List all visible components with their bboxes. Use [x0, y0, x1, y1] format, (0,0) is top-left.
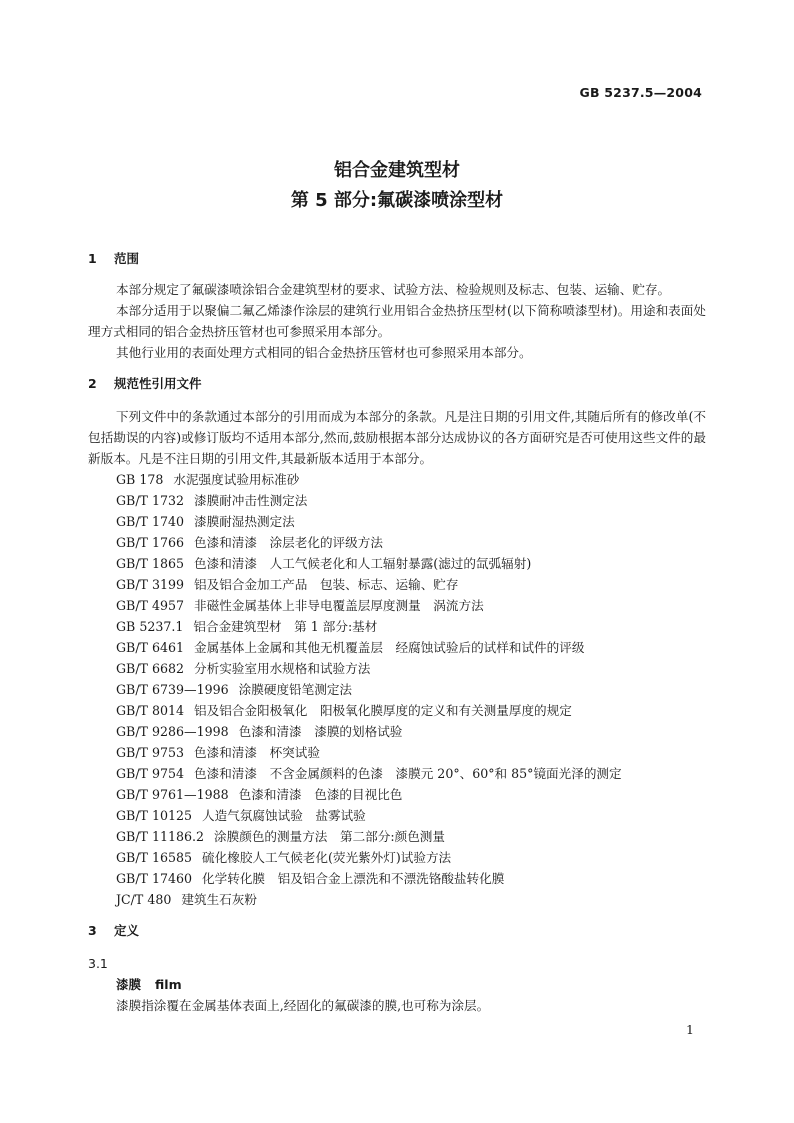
reference-code: GB/T 9754 [116, 766, 185, 781]
section-number: 2 [88, 376, 97, 391]
reference-title: 金属基体上金属和其他无机覆盖层 经腐蚀试验后的试样和试件的评级 [194, 640, 585, 655]
subsection-number: 3.1 [88, 956, 108, 971]
paragraph: 下列文件中的条款通过本部分的引用而成为本部分的条款。凡是注日期的引用文件,其随后所有的修改单(不包括勘误的内容)或修订版均不适用本部分,然而,鼓励根据本部分达成协议的各方面研究是否可使用这些文件的最新版本。凡是不注日期的引用文件,其最新版本适用于本部分。 [88, 409, 706, 466]
term [88, 974, 706, 995]
reference-code: GB/T 4957 [116, 598, 185, 613]
reference-code: GB/T 1766 [116, 535, 185, 550]
reference-item [116, 574, 706, 595]
reference-title: 铝合金建筑型材 第 1 部分:基材 [193, 619, 378, 634]
section-heading-normative-refs [88, 373, 706, 394]
reference-title: 色漆和清漆 涂层老化的评级方法 [194, 535, 383, 550]
section-number: 1 [88, 251, 97, 266]
reference-code: GB 178 [116, 472, 164, 487]
standard-number: GB 5237.5—2004 [579, 85, 702, 100]
reference-title: 漆膜耐湿热测定法 [194, 514, 295, 529]
reference-item [116, 469, 706, 490]
document-title: 铝合金建筑型材 [334, 160, 460, 181]
reference-code: GB/T 3199 [116, 577, 185, 592]
reference-title: 色漆和清漆 漆膜的划格试验 [238, 724, 403, 739]
reference-title: 色漆和清漆 人工气候老化和人工辐射暴露(滤过的氙弧辐射) [194, 556, 532, 571]
reference-code: GB/T 6461 [116, 640, 185, 655]
reference-code: GB/T 9286—1998 [116, 724, 229, 739]
reference-title: 非磁性金属基体上非导电覆盖层厚度测量 涡流方法 [194, 598, 484, 613]
paragraph: 本部分适用于以聚偏二氟乙烯漆作涂层的建筑行业用铝合金热挤压型材(以下简称喷漆型材)。用途和表面处理方式相同的铝合金热挤压管材也可参照采用本部分。 [88, 303, 706, 339]
reference-title: 色漆和清漆 色漆的目视比色 [238, 787, 403, 802]
reference-code: GB 5237.1 [116, 619, 184, 634]
term-english: film [155, 977, 182, 992]
reference-code: GB/T 16585 [116, 850, 193, 865]
reference-code: GB/T 9761—1988 [116, 787, 229, 802]
reference-item [116, 679, 706, 700]
reference-title: 色漆和清漆 不含金属颜料的色漆 漆膜元 20°、60°和 85°镜面光泽的测定 [194, 766, 622, 781]
reference-title: 色漆和清漆 杯突试验 [194, 745, 320, 760]
section-title: 定义 [114, 923, 140, 938]
reference-title: 涂膜硬度铅笔测定法 [238, 682, 352, 697]
reference-title: 铝及铝合金阳极氧化 阳极氧化膜厚度的定义和有关测量厚度的规定 [194, 703, 572, 718]
section-heading-definitions [88, 920, 706, 941]
reference-item [116, 490, 706, 511]
reference-item [116, 511, 706, 532]
reference-item [116, 637, 706, 658]
paragraph: 本部分规定了氟碳漆喷涂铝合金建筑型材的要求、试验方法、检验规则及标志、包装、运输、贮存。 [116, 282, 671, 297]
reference-item [116, 847, 706, 868]
reference-item [116, 721, 706, 742]
reference-item [116, 532, 706, 553]
reference-item [116, 889, 706, 910]
reference-item [116, 658, 706, 679]
reference-code: GB/T 9753 [116, 745, 185, 760]
reference-title: 硫化橡胶人工气候老化(荧光紫外灯)试验方法 [202, 850, 452, 865]
reference-code: GB/T 8014 [116, 703, 185, 718]
reference-item [116, 784, 706, 805]
reference-title: 分析实验室用水规格和试验方法 [194, 661, 371, 676]
reference-list [88, 469, 706, 910]
reference-item [116, 595, 706, 616]
page-number: 1 [686, 1022, 694, 1037]
reference-item [116, 763, 706, 784]
reference-code: GB/T 1865 [116, 556, 185, 571]
reference-code: GB/T 17460 [116, 871, 193, 886]
reference-item [116, 700, 706, 721]
reference-item [116, 553, 706, 574]
reference-code: GB/T 11186.2 [116, 829, 205, 844]
reference-title: 涂膜颜色的测量方法 第二部分:颜色测量 [214, 829, 445, 844]
section-heading-scope [88, 248, 706, 269]
reference-code: GB/T 1740 [116, 514, 185, 529]
section-title: 规范性引用文件 [114, 376, 202, 391]
document-subtitle: 第 5 部分:氟碳漆喷涂型材 [290, 190, 504, 211]
reference-item [116, 616, 706, 637]
reference-title: 漆膜耐冲击性测定法 [194, 493, 308, 508]
reference-title: 人造气氛腐蚀试验 盐雾试验 [202, 808, 366, 823]
reference-item [116, 742, 706, 763]
reference-item [116, 826, 706, 847]
reference-code: GB/T 1732 [116, 493, 185, 508]
section-title: 范围 [114, 251, 140, 266]
reference-code: GB/T 6739—1996 [116, 682, 229, 697]
reference-title: 水泥强度试验用标准砂 [173, 472, 300, 487]
reference-title: 化学转化膜 铝及铝合金上漂洗和不漂洗铬酸盐转化膜 [202, 871, 505, 886]
reference-code: JC/T 480 [116, 892, 172, 907]
definition-text: 漆膜指涂覆在金属基体表面上,经固化的氟碳漆的膜,也可称为涂层。 [116, 998, 490, 1013]
section-number: 3 [88, 923, 97, 938]
term-chinese: 漆膜 [116, 977, 142, 992]
document-body [88, 248, 706, 1016]
reference-item [116, 805, 706, 826]
reference-item [116, 868, 706, 889]
reference-code: GB/T 6682 [116, 661, 185, 676]
paragraph: 其他行业用的表面处理方式相同的铝合金热挤压管材也可参照采用本部分。 [116, 345, 532, 360]
reference-code: GB/T 10125 [116, 808, 193, 823]
reference-title: 建筑生石灰粉 [181, 892, 257, 907]
reference-title: 铝及铝合金加工产品 包装、标志、运输、贮存 [194, 577, 459, 592]
